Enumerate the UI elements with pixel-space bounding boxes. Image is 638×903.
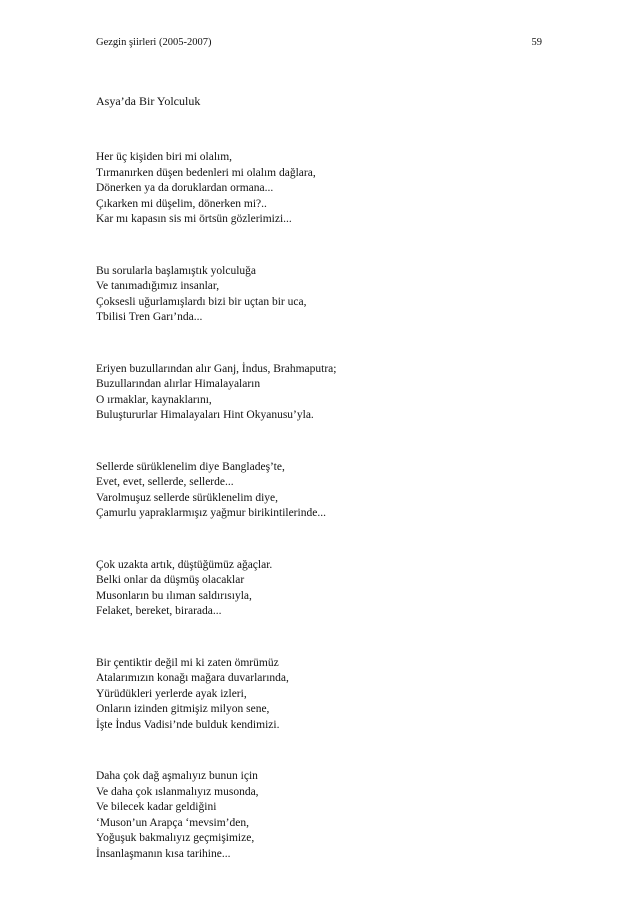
stanza xyxy=(96,769,556,862)
poem-line: Buzullarından alırlar Himalayaların xyxy=(96,378,261,390)
stanza xyxy=(96,558,556,620)
poem-line: Varolmuşuz sellerde sürüklenelim diye, xyxy=(96,491,279,504)
poem-line: Ve daha çok ıslanmalıyız musonda, xyxy=(96,785,259,798)
stanza xyxy=(96,362,556,424)
stanza xyxy=(96,656,556,734)
poem-line: Çamurlu yapraklarmışız yağmur birikintilerinde... xyxy=(96,507,326,519)
poem-line: Bu sorularla başlamıştık yolculuğa xyxy=(96,264,257,277)
poem-title: Asya’da Bir Yolculuk xyxy=(96,94,201,108)
poem-line: ‘Muson’un Arapça ‘mevsim’den, xyxy=(96,816,249,829)
page-number: 59 xyxy=(531,37,542,48)
poem-line: Dönerken ya da doruklardan ormana... xyxy=(96,182,274,194)
page-header xyxy=(96,37,542,51)
poem-line: O ırmaklar, kaynaklarını, xyxy=(96,393,212,406)
poem-line: Çıkarken mi düşelim, dönerken mi?.. xyxy=(96,197,267,210)
poem-line: Tırmanırken düşen bedenleri mi olalım dağlara, xyxy=(96,166,316,179)
poem-line: Tbilisi Tren Garı’nda... xyxy=(96,311,203,323)
poem-line: Musonların bu ılıman saldırısıyla, xyxy=(96,589,252,602)
poem-line: Bir çentiktir değil mi ki zaten ömrümüz xyxy=(96,656,279,669)
book-title: Gezgin şiirleri (2005-2007) xyxy=(96,37,212,48)
poem-line: Buluştururlar Himalayaları Hint Okyanusu’yla. xyxy=(96,409,314,421)
stanza xyxy=(96,264,556,326)
poem-line: İnsanlaşmanın kısa tarihine... xyxy=(96,847,231,860)
poem-line: Sellerde sürüklenelim diye Bangladeş’te, xyxy=(96,460,285,473)
poem-body xyxy=(96,150,556,898)
poem-line: Yoğuşuk bakmalıyız geçmişimize, xyxy=(96,832,255,844)
poem-line: Daha çok dağ aşmalıyız bunun için xyxy=(96,770,258,782)
poem-line: Evet, evet, sellerde, sellerde... xyxy=(96,476,234,488)
poem-line: Çok uzakta artık, düştüğümüz ağaçlar. xyxy=(96,558,273,571)
poem-line: Belki onlar da düşmüş olacaklar xyxy=(96,574,245,586)
poem-line: Atalarımızın konağı mağara duvarlarında, xyxy=(96,672,289,684)
poem-line: Çoksesli uğurlamışlardı bizi bir uçtan bir uca, xyxy=(96,295,307,308)
stanza xyxy=(96,150,556,228)
poem-line: Kar mı kapasın sis mi örtsün gözlerimizi... xyxy=(96,213,292,225)
poem-line: Felaket, bereket, birarada... xyxy=(96,605,222,617)
poem-line: Onların izinden gitmişiz milyon sene, xyxy=(96,703,270,715)
poem-line: İşte İndus Vadisi’nde bulduk kendimizi. xyxy=(96,718,280,731)
poem-line: Ve tanımadığımız insanlar, xyxy=(96,280,220,292)
stanza xyxy=(96,460,556,522)
poem-line: Eriyen buzullarından alır Ganj, İndus, Brahmaputra; xyxy=(96,362,337,375)
poem-line: Ve bilecek kadar geldiğini xyxy=(96,801,217,813)
poem-line: Her üç kişiden biri mi olalım, xyxy=(96,151,233,163)
poem-line: Yürüdükleri yerlerde ayak izleri, xyxy=(96,687,247,700)
